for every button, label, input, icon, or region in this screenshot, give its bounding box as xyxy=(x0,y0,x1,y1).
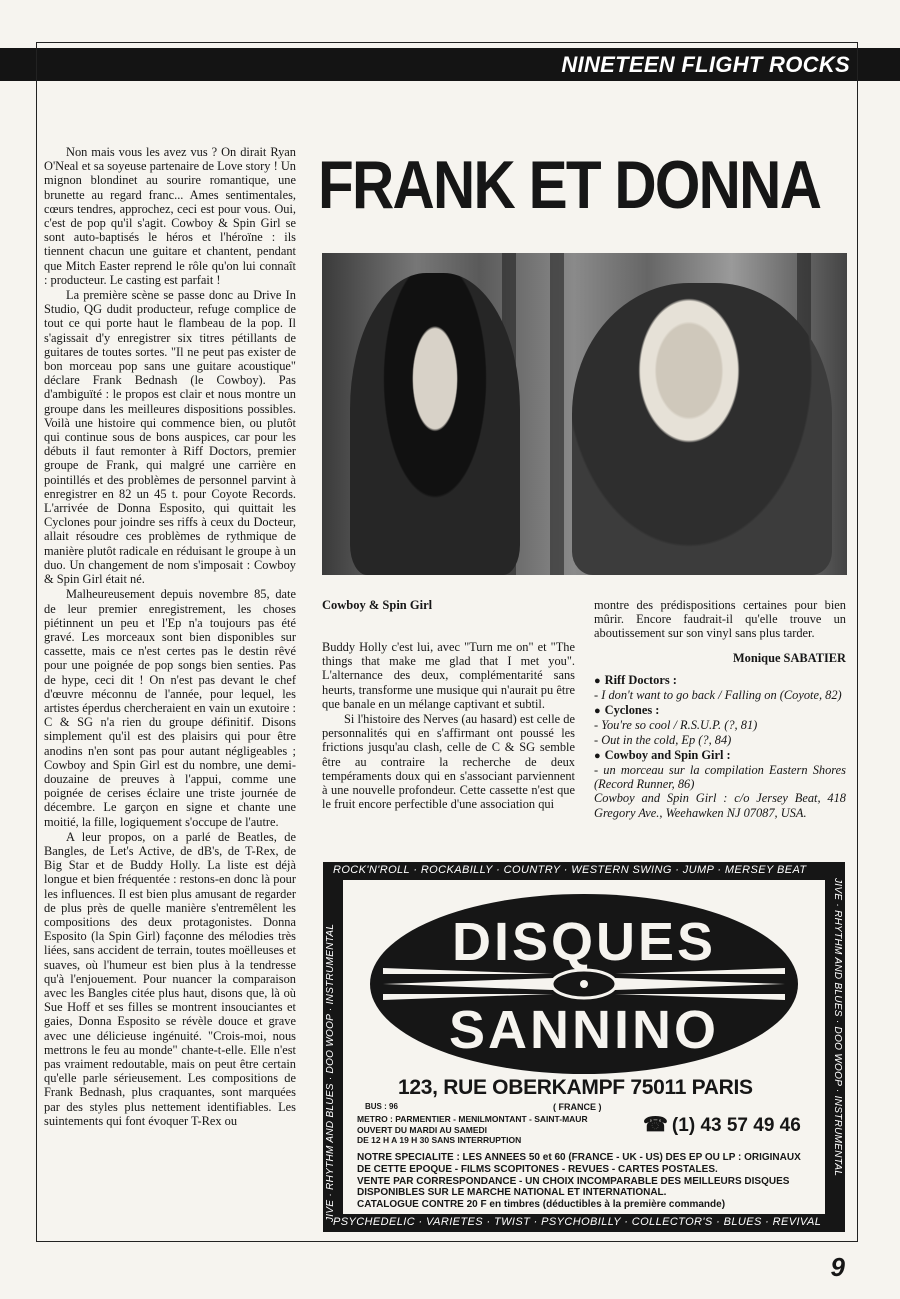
article-paragraph: montre des prédispositions certaines pour bien mûrir. Encore faudrait-il qu'elle trouve un aboutissement sur son vinyl sans plus tarder. xyxy=(594,598,846,641)
article-middle-column xyxy=(322,640,575,812)
article-paragraph: Non mais vous les avez vus ? On dirait Ryan O'Neal et sa soyeuse partenaire de Love story ! Un mignon blondinet au sourire romantique, une brunette au regard franc... Ames sentimentales, cœurs tendres, approchez, ceci est pour vous. Oui, c'est de pop qu'il s'agit. Cowboy & Spin Girl se sont auto-baptisés le héros et l'héroïne : ils tiennent chacun une guitare et chantent, pendant que Mitch Easter reprend le rôle qu'on lui connaît : producteur. Le casting est parfait ! xyxy=(44,145,296,287)
catalogue-text: CATALOGUE CONTRE 20 F en timbres (déductibles à la première commande) xyxy=(357,1199,726,1211)
article-paragraph: Malheureusement depuis novembre 85, date de leur premier enregistrement, les choses piétinnent un peu et l'Ep n'a toujours pas été gravé. Les morceaux sont bien disponibles sur cassette, mais ce n'est certes pas le destin rêvé pour une poignée de pop songs bien senties. Pas de hype, ceci dit ! On n'est pas devant le chef d'œuvre méconnu de l'année, pour lequel, les artistes éperdus chercheraient en vain un exutoire : C & SG n'a rien du groupe définitif. Disons simplement qu'il est des plaisirs qui pour être anodins n'en sont pas pour autant négligeables ; Cowboy and Spin Girl est du nombre, une demi-douzaine de preuves à l'appui, comme une poignée de cerises éclaire une triste journée de décembre. Le garçon en signe et chante une moitié, la fille, logiquement s'occupe de l'autre. xyxy=(44,587,296,829)
page-number: 9 xyxy=(830,1252,845,1282)
logo-text-bottom: SANNINO xyxy=(448,1000,720,1060)
bus-line: BUS : 96 xyxy=(365,1102,398,1111)
photo-person-spin-girl xyxy=(350,273,520,575)
article-paragraph: A leur propos, on a parlé de Beatles, de Bangles, de Let's Active, de dB's, de T-Rex, de Big Star et de Buddy Holly. La liste est déjà longue et bien fréquentée : restons-en donc là pour les influences. Il est bien plus amusant de regarder de plus près de quelle manière s'entremêlent les compositions des deux protagonistes. Donna Esposito (la Spin Girl) façonne des mélodies très liées, sans accident de terrain, toutes moëlleuses et suaves, où l'humeur est bien plus à la tendresse qu'à l'enjouement. Pour nuancer la comparaison avec les Bangles citée plus haut, disons que, là où Sue Hoff et ses filles se montrent insouciantes et gaies, Donna Esposito se révèle douce et grave avec une délicieuse ingénuité. "Crois-moi, nous mettrons le feu au monde" chante-t-elle. Elle n'est pas vraiment redoutable, mais on peut être certain qu'elle parle sérieusement. Les compositions de Frank Bednash, plus craquantes, sont marquées par des styles plus nettement identifiables. Les suintements qui font évoquer T-Rex ou xyxy=(44,829,296,1128)
opening-days: OUVERT DU MARDI AU SAMEDI xyxy=(357,1124,488,1135)
article-paragraph: Si l'histoire des Nerves (au hasard) est celle de personnalités qui en s'affirmant ont poussé les frictions jusqu'au clash, celle de C & SG semble être au contraire la recherche de deux tempéraments doux qui en s'associant parviennent à une nouvelle profondeur. Cette cassette n'est que le fruit encore perfectible d'une association qui xyxy=(322,712,575,812)
discography-track: - un morceau sur la compilation Eastern Shores (Record Runner, 86) xyxy=(594,763,846,792)
discography-group: Cyclones : xyxy=(604,703,660,718)
vinyl-record-logo xyxy=(363,888,805,1080)
author-signature: Monique SABATIER xyxy=(732,650,846,665)
article-paragraph: La première scène se passe donc au Drive In Studio, QG dudit producteur, refuge complice de tout ce qui porte haut le flambeau de la pop. Il s'agissait d'y enregistrer six titres pétillants de guitares de toutes sortes. "Il ne peut pas exister de bon morceau pop sans une guitare acoustique" déclare Frank Bednash (le Cowboy). Pas d'ambiguïté : le propos est clair et nous montre un groupe dans les meilleures dispositions possibles. Voilà une histoire qui commence bien, ou plutôt qui continue sous de bons auspices, car pour les débuts il faut remonter à Riff Doctors, premier groupe de Frank, qui malgré une carrière en pointillés et des problèmes de personnel parvint à enregistrer en 82 un 45 t. pour Coyote Records. L'arrivée de Donna Esposito, qui quittait les Cyclones pour joindre ses riffs à ceux du Docteur, allait résoudre ces problèmes de rythmique de manière plutôt radicale en réduisant le groupe à un duo. Un changement de nom s'imposait : Cowboy & Spin Girl était né. xyxy=(44,288,296,587)
phone-digits: 43 57 49 46 xyxy=(700,1115,801,1136)
discography-entry xyxy=(594,748,846,820)
shop-address: 123, RUE OBERKAMPF 75011 PARIS xyxy=(398,1076,753,1099)
band-photo xyxy=(322,253,847,575)
shop-description xyxy=(357,1152,817,1211)
article-right-column xyxy=(594,598,846,821)
ad-top-genres: ROCK'N'ROLL · ROCKABILLY · COUNTRY · WESTERN SWING · JUMP · MERSEY BEAT xyxy=(333,864,807,876)
photo-person-cowboy xyxy=(572,283,832,575)
photo-caption: Cowboy & Spin Girl xyxy=(322,598,433,612)
discography-entry xyxy=(594,703,846,747)
article-paragraph: Buddy Holly c'est lui, avec "Turn me on" et "The things that make me glad that I met you". L'alternance des deux, complémentarité sans heurts, transforme une musique qui n'aurait pu être que banale en un mélange captivant et subtil. xyxy=(322,640,575,711)
bullet-icon: ● xyxy=(594,749,601,762)
ad-content xyxy=(343,880,825,1214)
ad-right-genres: JIVE · RHYTHM AND BLUES · DOO WOOP · INSTRUMENTAL xyxy=(832,878,843,1177)
bullet-icon: ● xyxy=(594,674,601,687)
discography-track: - Out in the cold, Ep (?, 84) xyxy=(594,732,732,747)
metro-stations: METRO : PARMENTIER - MENILMONTANT - SAINT-MAUR xyxy=(357,1114,588,1124)
bullet-icon: ● xyxy=(594,705,601,718)
telephone-icon: ☎ xyxy=(643,1114,668,1136)
opening-info xyxy=(357,1114,588,1146)
phone-number xyxy=(643,1112,801,1137)
record-shop-advertisement xyxy=(323,862,845,1232)
discography-group: Cowboy and Spin Girl : xyxy=(604,747,731,762)
article-title: FRANK ET DONNA xyxy=(318,147,821,223)
opening-hours: DE 12 H A 19 H 30 SANS INTERRUPTION xyxy=(357,1135,522,1145)
ad-bottom-genres: PSYCHEDELIC · VARIETES · TWIST · PSYCHOBILLY · COLLECTOR'S · BLUES · REVIVAL xyxy=(333,1216,822,1228)
article-left-column xyxy=(44,145,296,1129)
logo-text-top: DISQUES xyxy=(451,912,717,972)
specialty-text: NOTRE SPECIALITE : LES ANNEES 50 et 60 (FRANCE - UK - US) DES EP OU LP : ORIGINAUX DE CETTE EPOQUE - FILMS SCOPITONES - REVUES - CARTES POSTALES. xyxy=(357,1152,801,1175)
discography-group: Riff Doctors : xyxy=(604,672,677,687)
country: ( FRANCE ) xyxy=(553,1102,602,1112)
section-title: NINETEEN FLIGHT ROCKS xyxy=(561,52,850,77)
discography-track: - You're so cool / R.S.U.P. (?, 81) xyxy=(594,718,758,733)
discography-entry xyxy=(594,673,846,702)
phone-prefix: (1) xyxy=(671,1115,696,1136)
ad-left-genres: JIVE · RHYTHM AND BLUES · DOO WOOP · INSTRUMENTAL xyxy=(325,923,336,1222)
contact-address: Cowboy and Spin Girl : c/o Jersey Beat, 418 Gregory Ave., Weehawken NJ 07087, USA. xyxy=(594,791,846,820)
mail-order-text: VENTE PAR CORRESPONDANCE - UN CHOIX INCOMPARABLE DES MEILLEURS DISQUES DISPONIBLES SUR LE MARCHE NATIONAL ET INTERNATIONAL. xyxy=(357,1175,790,1199)
discography-track: - I don't want to go back / Falling on (Coyote, 82) xyxy=(594,688,842,703)
